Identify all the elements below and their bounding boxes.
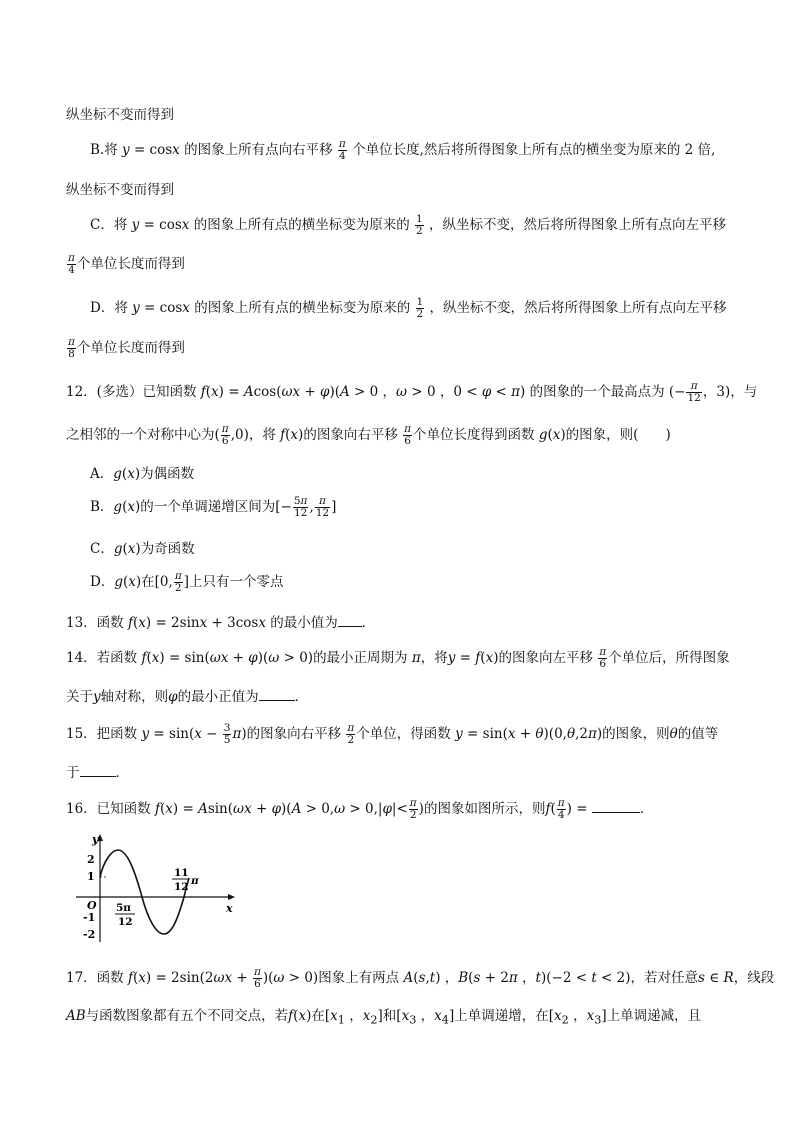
fraction: $\frac{\pi}{4}$	[68, 251, 75, 276]
text: 的图象，则	[602, 726, 670, 742]
sine-graph	[70, 830, 240, 945]
text: 个单位后，所得图象	[608, 650, 730, 666]
y-tick: 2	[87, 853, 95, 866]
text: 上单调递增，在	[454, 1008, 549, 1024]
text: 的图象的一个最高点为	[529, 384, 665, 400]
text: 14．若函数	[66, 650, 138, 666]
fraction: $\frac{\pi}{8}$	[68, 335, 75, 360]
x-tick-suffix: π	[191, 875, 199, 887]
text: 的图象上所有点向右平移	[184, 142, 333, 158]
q12-option-d: D．g(x)在[0, $\frac{\pi}{2}$ ]上只有一个零点	[90, 569, 284, 594]
question-17-line2: AB与函数图象都有五个不同交点，若f(x)在[$x_1$ ，$x_2$]和[$x_3$ ，$x_4$]上单调递增，在[$x_2$ ，$x_3$]上单调递减，且	[66, 1008, 702, 1027]
option-d: D．将 y = cosx 的图象上所有点的横坐标变为原来的 $\frac{1}{2}$ ，纵坐标不变，然后将所得图象上所有点向左平移	[90, 295, 727, 320]
text: 关于	[66, 689, 93, 705]
text-line	[66, 336, 185, 360]
text: ，若对任意	[630, 970, 699, 986]
text: 个单位长度得到函数	[413, 427, 535, 443]
text: 的图象向右平移	[246, 726, 342, 742]
y-tick: -1	[83, 911, 96, 924]
question-15-line2: 于 ．	[66, 765, 129, 781]
fraction: $\frac{3}{5}$	[223, 721, 231, 746]
fraction: $\frac{\pi}{6}$	[253, 965, 261, 990]
question-16: 16．已知函数 f(x) = Asin(ωx + φ)(A > 0,ω > 0,|φ|< $\frac{\pi}{2}$ )的图象如图所示，则f( $\frac{\pi}{4}$ ) = ．	[66, 796, 654, 821]
text: 的值等	[677, 726, 719, 742]
x-axis-label: x	[226, 902, 233, 915]
y-tick: -2	[83, 928, 96, 941]
fraction: $\frac{\pi}{4}$	[338, 137, 346, 162]
text: 的最小值为	[270, 615, 338, 631]
q12-option-b: B．g(x)的一个单调递增区间为[− $\frac{5\pi}{12}$ , $\frac{\pi}{12}$ ]	[90, 494, 337, 519]
text: 的图象上所有点的横坐标变为原来的	[194, 300, 411, 316]
text: 与函数图象都有五个不同交点，若	[85, 1008, 289, 1024]
text: 的图象向右平移	[303, 427, 398, 443]
answer-blank[interactable]	[259, 688, 295, 701]
fraction: $\frac{\pi}{12}$	[315, 494, 330, 519]
text: 纵坐标不变而得到	[66, 107, 174, 123]
text: ，纵坐标不变，然后将所得图象上所有点向左平移	[429, 300, 727, 316]
x-tick-num: 5π	[116, 902, 131, 914]
question-15: 15．把函数 y = sin(x − $\frac{3}{5}$ π)的图象向右平移 $\frac{\pi}{2}$ 个单位，得函数 y = sin(x + θ)(0,θ,2π)的图象，则θ的值等	[66, 721, 719, 746]
question-13: 13．函数 f(x) = 2sinx + 3cosx 的最小值为 ．	[66, 615, 376, 631]
text: 12．(多选）已知函数	[66, 384, 197, 400]
text: B.将	[90, 142, 118, 158]
fraction: $\frac{5\pi}{12}$	[293, 494, 308, 519]
answer-blank[interactable]	[592, 800, 640, 813]
x-tick-num: 11	[174, 867, 189, 879]
text: 个单位长度而得到	[76, 256, 185, 272]
x-tick-den: 12	[174, 881, 189, 893]
text: 个单位，得函数	[356, 726, 451, 742]
fraction: $\frac{\pi}{2}$	[174, 569, 182, 594]
text: 的图象如图所示，则	[423, 801, 546, 817]
text: 个单位长度而得到	[76, 340, 185, 356]
text: 的一个单调递增区间为	[140, 499, 276, 515]
y-axis-label: y	[92, 833, 99, 846]
text: 的图象向左平移	[498, 650, 593, 666]
question-14: 14．若函数 f(x) = sin(ωx + φ)(ω > 0)的最小正周期为 π，将y = f(x)的图象向左平移 $\frac{\pi}{6}$ 个单位后，所得图象	[66, 645, 730, 670]
y-tick: 1	[87, 870, 95, 883]
text: 的最小正值为	[177, 689, 259, 705]
text: 15．把函数	[66, 726, 138, 742]
q12-option-a: A．g(x)为偶函数	[90, 466, 195, 482]
text-line	[66, 252, 185, 276]
text: 个单位长度,然后将所得图象上所有点的横坐变为原来的 2 倍,	[352, 142, 716, 158]
x-tick-den: 12	[118, 916, 133, 928]
fraction: $\frac{\pi}{2}$	[409, 796, 417, 821]
text: 图象上有两点	[318, 970, 400, 986]
fraction: $\frac{\pi}{12}$	[687, 379, 701, 404]
fraction: $\frac{\pi}{2}$	[347, 721, 355, 746]
text: 17．函数	[66, 970, 124, 986]
text: ，将	[248, 427, 276, 443]
text: 为奇函数	[140, 541, 195, 557]
text: ，纵坐标不变，然后将所得图象上所有点向左平移	[429, 217, 726, 233]
text: ，与	[730, 384, 758, 400]
text-line	[66, 103, 174, 123]
answer-blank[interactable]	[338, 614, 362, 627]
text: 的图象上所有点的横坐标变为原来的	[193, 217, 410, 233]
text: 的最小正周期为	[313, 650, 408, 666]
fraction: $\frac{1}{2}$	[416, 212, 423, 237]
question-14-line2: 关于y轴对称，则φ的最小正值为 ．	[66, 689, 309, 705]
text: 上只有一个零点	[189, 574, 284, 590]
text: 13．函数	[66, 615, 124, 631]
text: D．将	[90, 300, 128, 316]
q12-option-c: C．g(x)为奇函数	[90, 541, 195, 557]
text: ，线段	[733, 970, 775, 986]
text: 纵坐标不变而得到	[66, 182, 174, 198]
question-12: 12．(多选）已知函数 f(x) = Acos(ωx + φ)(A > 0 ，ω > 0 ，0 < φ < π) 的图象的一个最高点为 (− $\frac{\pi}{12}$ ，3)，与	[66, 379, 758, 404]
fraction: $\frac{\pi}{4}$	[557, 796, 565, 821]
text: ，将	[420, 650, 448, 666]
origin-label: O	[87, 899, 97, 912]
text-line	[66, 178, 174, 198]
fraction: $\frac{\pi}{6}$	[599, 645, 607, 670]
text: 之相邻的一个对称中心为	[66, 427, 215, 443]
text: 上单调递减，且	[606, 1008, 702, 1024]
fraction: $\frac{\pi}{6}$	[221, 422, 229, 447]
answer-blank[interactable]	[80, 764, 116, 777]
question-12-line2: 之相邻的一个对称中心为( $\frac{\pi}{6}$ ,0)，将 f(x)的图象向右平移 $\frac{\pi}{6}$ 个单位长度得到函数 g(x)的图象，则( )	[66, 422, 671, 447]
text: 轴对称，则	[100, 689, 169, 705]
text: 的图象，则( )	[565, 427, 671, 443]
fraction: $\frac{1}{2}$	[416, 295, 424, 320]
text: 16．已知函数	[66, 801, 151, 817]
option-c: C．将 y = cosx 的图象上所有点的横坐标变为原来的 $\frac{1}{2}$ ，纵坐标不变，然后将所得图象上所有点向左平移	[90, 212, 726, 237]
question-17: 17．函数 f(x) = 2sin(2ωx + $\frac{\pi}{6}$ )(ω > 0)图象上有两点 A(s,t) ，B(s + 2π ，t)(−2 < t < 2)，若对任意s ∈ R，线段	[66, 965, 775, 990]
text: 为偶函数	[140, 466, 195, 482]
text: 于	[66, 765, 80, 781]
fraction: $\frac{\pi}{6}$	[404, 422, 412, 447]
text: C．将	[90, 217, 128, 233]
option-b: B.将 y = cosx 的图象上所有点向右平移 $\frac{\pi}{4}$ 个单位长度,然后将所得图象上所有点的横坐变为原来的 2 倍,	[90, 137, 716, 162]
x-axis-arrow	[228, 894, 235, 900]
